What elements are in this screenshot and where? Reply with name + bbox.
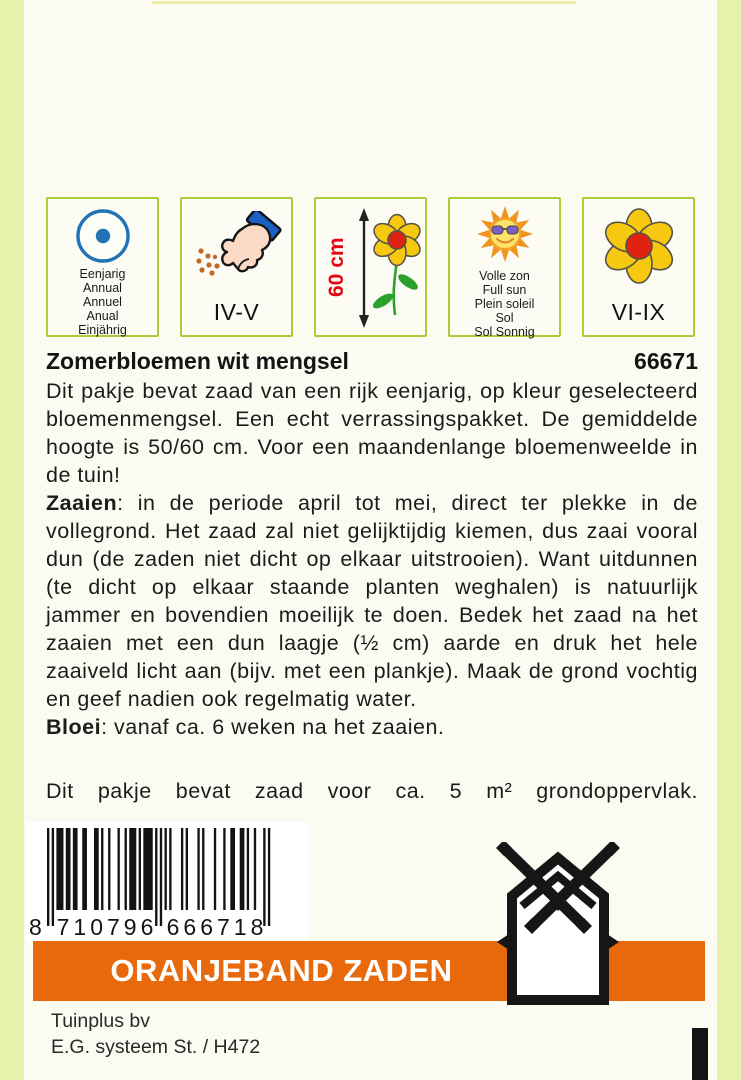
height-value-label: 60 cm <box>324 237 348 297</box>
sun-icon <box>472 204 538 268</box>
plant-height-icon <box>317 201 425 332</box>
registration-mark <box>692 1028 708 1080</box>
sun-label-fr: Plein soleil <box>474 297 535 311</box>
coverage-line: Dit pakje bevat zaad voor ca. 5 m² grondoppervlak. <box>46 779 698 803</box>
description-text <box>46 377 698 741</box>
annual-labels <box>78 267 127 337</box>
sowing-period-label: IV-V <box>213 299 260 325</box>
sowing-text: : in de periode april tot mei, direct ter plekke in de vollegrond. Het zaad zal niet gelijktijdig kiemen, dus zaai vooral dun (de zaden niet dicht op elkaar uitstrooien). Want uitdunnen (te dicht op elkaar staande planten weghalen) is natuurlijk jammer en bovendien moeilijk te doen. Bedek het zaad na het zaaien met een dun laagje (½ cm) aarde en druk het hele zaaiveld licht aan (bijv. met een plankje). Maak de grond vochtig en geef nadien ook regelmatig water. <box>46 491 698 711</box>
windmill-logo-icon <box>496 842 620 1006</box>
flower-icon <box>600 207 678 285</box>
sun-labels <box>474 269 534 339</box>
sowing-label: Zaaien <box>46 491 118 515</box>
pictogram-sowing-period <box>180 197 293 337</box>
bloom-period-label: VI-IX <box>611 299 666 325</box>
annual-label-nl: Eenjarig <box>79 267 126 281</box>
brand-name: ORANJEBAND ZADEN <box>110 953 453 988</box>
title-row <box>46 348 698 375</box>
sowing-hand-icon <box>191 211 283 291</box>
sowing-paragraph <box>46 489 698 713</box>
pictogram-sun-exposure <box>448 197 561 337</box>
barcode <box>26 822 308 942</box>
sun-label-de: Sol Sonnig <box>474 325 535 339</box>
annual-label-es: Anual <box>86 309 119 323</box>
sun-label-en: Full sun <box>482 283 527 297</box>
sun-label-nl: Volle zon <box>479 269 530 283</box>
annual-label-de: Einjährig <box>78 323 127 337</box>
annual-label-fr: Annuel <box>83 295 122 309</box>
product-title: Zomerbloemen wit mengsel <box>46 348 349 374</box>
bloom-paragraph <box>46 713 698 741</box>
annual-label-en: Annual <box>83 281 122 295</box>
bloom-label: Bloei <box>46 715 102 739</box>
sun-label-es: Sol <box>495 311 514 325</box>
pictogram-bloom-period <box>582 197 695 337</box>
pictogram-row <box>46 197 695 337</box>
annual-seed-icon <box>72 206 134 266</box>
barcode-digit-first: 8 <box>29 914 42 940</box>
barcode-digits-left: 710796 <box>56 914 158 940</box>
pictogram-plant-height <box>314 197 427 337</box>
pictogram-annual <box>46 197 159 337</box>
intro-paragraph: Dit pakje bevat zaad van een rijk eenjarig, op kleur geselecteerd bloemenmengsel. Een echt verrassingspakket. De gemiddelde hoogte is 50/60 cm. Voor een maandenlange bloemenweelde in de tuin! <box>46 379 698 487</box>
bloom-text: : vanaf ca. 6 weken na het zaaien. <box>101 715 445 739</box>
top-accent-line <box>152 1 576 4</box>
distributor-info <box>51 1008 260 1060</box>
article-number: 66671 <box>634 348 698 374</box>
distributor-name: Tuinplus bv <box>51 1010 150 1032</box>
barcode-digits-right: 666718 <box>166 914 268 940</box>
distributor-code: E.G. systeem St. / H472 <box>51 1036 261 1058</box>
